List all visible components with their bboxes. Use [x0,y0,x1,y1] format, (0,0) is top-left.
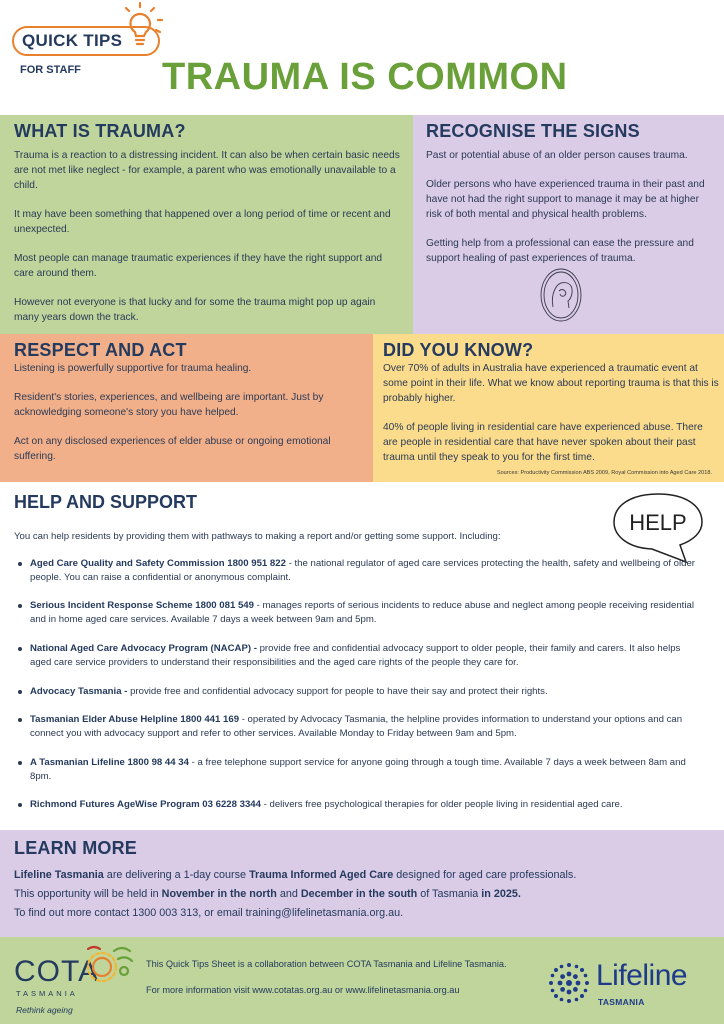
list-item [16,642,696,670]
list-item [16,685,696,699]
recognise-signs-panel [413,115,724,334]
distressed-head-icon [539,267,583,323]
help-speech-bubble-icon [610,490,706,566]
what-is-trauma-panel [0,115,413,334]
resource-name: A Tasmanian Lifeline 1800 98 44 34 [30,757,189,768]
cota-tagline: Rethink ageing [16,1005,73,1015]
what-is-trauma-body [14,148,402,339]
respect-act-panel [0,334,373,482]
provider-name: Lifeline Tasmania [14,869,104,881]
cota-logo-icon [80,941,138,987]
resource-name: National Aged Care Advocacy Program (NACAP) - [30,643,257,654]
help-support-heading: HELP AND SUPPORT [14,492,198,512]
what-is-trauma-heading: WHAT IS TRAUMA? [14,121,186,141]
recognise-signs-heading: RECOGNISE THE SIGNS [426,121,640,141]
paragraph: It may have been something that happened over a long period of time or recent and unexpected. [14,209,391,235]
resource-name: Richmond Futures AgeWise Program 03 6228 3344 [30,799,261,810]
text-fragment: designed for aged care professionals. [393,869,577,881]
sources-note: Sources: Productivity Commission ABS 2009, Royal Commission into Aged Care 2018. [496,470,712,476]
respect-act-heading: RESPECT AND ACT [14,340,187,360]
lifeline-logo-text: Lifeline [596,959,688,992]
resource-description: - the national regulator of aged care services protecting the health, safety and wellbeing of older people. You can raise a confidential or anonymous complaint. [30,558,696,583]
bullet [18,803,22,807]
paragraph: Resident's stories, experiences, and wellbeing are important. Just by acknowledging someone's story you have helped. [14,392,324,418]
resource-name: Serious Incident Response Scheme 1800 081 549 [30,600,254,611]
bullet [18,718,22,722]
paragraph: Past or potential abuse of an older person causes trauma. [426,150,688,161]
learn-more-panel [0,830,724,937]
resource-description: - delivers free psychological therapies for older people living in residential aged care. [260,799,623,810]
contact-line: To find out more contact 1300 003 313, or email training@lifelinetasmania.org.au. [14,907,404,919]
paragraph: Older persons who have experienced trauma in their past and have not had the right support to manage it may be at higher risk of both mental and physical health problems. [426,179,705,220]
bullet [18,690,22,694]
did-you-know-heading: DID YOU KNOW? [383,340,534,360]
course-name: Trauma Informed Aged Care [249,869,394,881]
paragraph: Getting help from a professional can ease the pressure and support healing of past experiences of trauma. [426,238,694,264]
course-line [14,866,714,885]
bullet [18,761,22,765]
paragraph: Trauma is a reaction to a distressing incident. It can also be when certain basic needs are not met like neglect - for example, a parent who was emotionally unavailable to a child. [14,150,400,191]
learn-more-heading: LEARN MORE [14,838,137,858]
cota-logo-subtitle: TASMANIA [16,989,78,998]
resource-description: provide free and confidential advocacy support for people to have their say and protect their rights. [127,686,548,697]
north-date: November in the north [161,888,277,900]
list-item [16,798,696,812]
help-support-intro: You can help residents by providing them with pathways to making a report and/or getting some support. Including: [14,531,501,542]
resource-description: - manages reports of serious incidents to reduce abuse and neglect among people receiving residential and in home aged care services. Available 7 days a week between 9am and 5pm. [30,600,694,625]
resource-description: provide free and confidential advocacy support to older people, their family and carers. It also helps aged care service providers to understand their responsibilities and the aged care rights of the people they care for. [30,643,681,668]
year: in 2025. [481,888,521,900]
list-item [16,756,696,784]
lifeline-logo-icon [547,961,591,1005]
recognise-signs-body [426,148,716,280]
bullet [18,647,22,651]
paragraph: 40% of people living in residential care have experienced abuse. There are people in residential care that have never spoken about their past trauma until they speak to you for the first time. [383,422,703,463]
south-date: December in the south [300,888,418,900]
paragraph: Over 70% of adults in Australia have experienced a traumatic event at some point in their life. What we know about reporting trauma is that this is probably higher. [383,363,719,404]
audience-label: FOR STAFF [20,64,81,76]
text-fragment: of Tasmania [417,888,482,900]
paragraph: Most people can manage traumatic experiences if they have the right support and care around them. [14,253,383,279]
cota-logo-text: COTA [14,955,100,988]
page-title: TRAUMA IS COMMON [162,56,568,98]
paragraph: Act on any disclosed experiences of elder abuse or ongoing emotional suffering. [14,436,331,462]
collaboration-note: This Quick Tips Sheet is a collaboration between COTA Tasmania and Lifeline Tasmania. [146,959,507,969]
lightbulb-icon [112,2,164,54]
did-you-know-body [383,361,719,479]
text-fragment: This opportunity will be held in [14,888,162,900]
more-info-note: For more information visit www.cotatas.org.au or www.lifelinetasmania.org.au [146,985,460,995]
bullet [18,562,22,566]
did-you-know-panel [373,334,724,482]
resource-description: - a free telephone support service for anyone going through a tough time. Available 7 days a week between 8am and 8pm. [30,757,686,782]
help-bubble-text: HELP [629,510,687,535]
lifeline-logo-subtitle: TASMANIA [598,997,645,1007]
footer [0,937,724,1024]
resource-name: Tasmanian Elder Abuse Helpline 1800 441 169 [30,714,240,725]
text-fragment: are delivering a 1-day course [103,869,250,881]
list-item [16,599,696,627]
paragraph: Listening is powerfully supportive for trauma healing. [14,363,252,374]
paragraph: However not everyone is that lucky and for some the trauma might pop up again many years down the track. [14,297,376,323]
respect-act-body [14,361,364,478]
list-item [16,713,696,741]
text-fragment: and [276,888,301,900]
quick-tips-label: QUICK TIPS [22,31,123,50]
list-item [16,557,696,585]
resource-description: - operated by Advocacy Tasmania, the helpline provides information to understand your options and can connect you with advocacy support and refer to other services. Available Monday to Friday between 9am and 5pm. [30,714,683,739]
resource-name: Advocacy Tasmania - [30,686,128,697]
learn-more-body [14,866,714,923]
resource-name: Aged Care Quality and Safety Commission 1800 951 822 [30,558,286,569]
schedule-line [14,885,714,904]
bullet [18,604,22,608]
